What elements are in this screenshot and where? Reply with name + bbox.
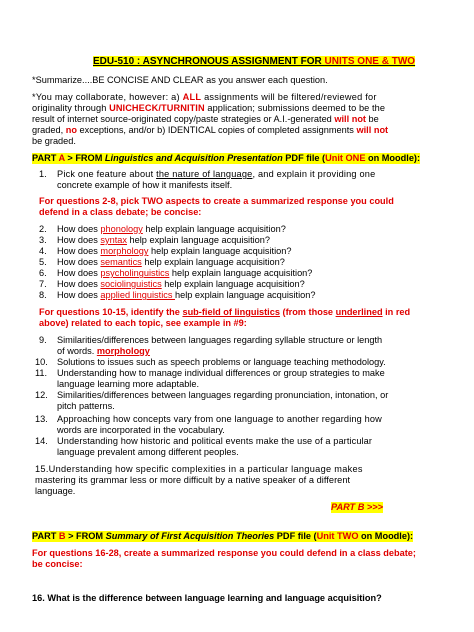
q13-line-1: Approaching how concepts vary from one language to another regarding how bbox=[57, 414, 382, 424]
q16-text: 16. What is the difference between language learning and language acquisition? bbox=[32, 593, 382, 603]
q5-text: How does semantics help explain language acquisition? bbox=[57, 257, 285, 267]
q3-text: How does syntax help explain language acquisition? bbox=[57, 235, 271, 245]
q10-line-1: Solutions to issues such as speech problems or language teaching methodology. bbox=[57, 357, 386, 367]
q5-number: 5. bbox=[39, 257, 47, 267]
q1-line-2: concrete example of how it manifests itself. bbox=[57, 180, 233, 190]
q10-number: 10. bbox=[35, 357, 48, 367]
part-b-link[interactable]: PART B >>> bbox=[331, 502, 383, 512]
q12-number: 12. bbox=[35, 390, 48, 400]
q11-line-1: Understanding how to manage individual differences or group strategies to make bbox=[57, 368, 385, 378]
q11-line-2: language learning more adaptable. bbox=[57, 379, 200, 389]
q1-line-1: Pick one feature about the nature of language, and explain it providing one bbox=[57, 169, 376, 179]
q3-number: 3. bbox=[39, 235, 47, 245]
q14-number: 14. bbox=[35, 436, 48, 446]
collab-line-2: originality through UNICHECK/TURNITIN application; submissions deemed to be the bbox=[32, 103, 386, 113]
q2-number: 2. bbox=[39, 224, 47, 234]
q13-line-2: words are incorporated in the vocabulary. bbox=[57, 425, 225, 435]
q8-number: 8. bbox=[39, 290, 47, 300]
page-title bbox=[93, 56, 415, 67]
q15-line-1: 15.Understanding how specific complexities in a particular language makes bbox=[35, 464, 363, 474]
q6-number: 6. bbox=[39, 268, 47, 278]
instruction-2-8-line-2: defend in a class debate; be concise: bbox=[39, 207, 202, 217]
instruction-2-8-line-1: For questions 2-8, pick TWO aspects to create a summarized response you could bbox=[39, 196, 394, 206]
q4-number: 4. bbox=[39, 246, 47, 256]
q8-text: How does applied linguistics help explain language acquisition? bbox=[57, 290, 316, 300]
q12-line-1: Similarities/differences between languages regarding pronunciation, intonation, or bbox=[57, 390, 389, 400]
collab-line-5: be graded. bbox=[32, 136, 76, 146]
q2-text: How does phonology help explain language acquisition? bbox=[57, 224, 286, 234]
q15-line-3: language. bbox=[35, 486, 76, 496]
q12-line-2: pitch patterns. bbox=[57, 401, 115, 411]
q14-line-1: Understanding how historic and political events make the use of a particular bbox=[57, 436, 373, 446]
q9-line-2: of words. morphology bbox=[57, 346, 150, 356]
part-a-heading: PART A > FROM Linguistics and Acquisition Presentation PDF file (Unit ONE on Moodle): bbox=[32, 153, 421, 163]
collab-line-3: result of internet source-originated copy/paste strategies or A.I.-generated will not be bbox=[32, 114, 379, 124]
title-main: EDU-510 : ASYNCHRONOUS ASSIGNMENT FOR bbox=[93, 56, 325, 67]
collab-line-1: *You may collaborate, however: a) ALL assignments will be filtered/reviewed for bbox=[32, 92, 377, 102]
summarize-instruction: *Summarize....BE CONCISE AND CLEAR as you answer each question. bbox=[32, 75, 328, 85]
q14-line-2: language prevalent among different peoples. bbox=[57, 447, 239, 457]
q7-number: 7. bbox=[39, 279, 47, 289]
title-units: UNITS ONE & TWO bbox=[324, 56, 416, 67]
q9-number: 9. bbox=[39, 335, 47, 345]
collab-line-4: graded, no exceptions, and/or b) IDENTICAL copies of completed assignments will not bbox=[32, 125, 389, 135]
q1-number: 1. bbox=[39, 169, 47, 179]
instruction-16-28-line-2: be concise: bbox=[32, 559, 83, 569]
part-b-heading: PART B > FROM Summary of First Acquisition Theories PDF file (Unit TWO on Moodle): bbox=[32, 531, 414, 541]
instruction-16-28-line-1: For questions 16-28, create a summarized response you could defend in a class debate; bbox=[32, 548, 416, 558]
q15-line-2: mastering its grammar less or more difficult by a native speaker of a different bbox=[35, 475, 351, 485]
q13-number: 13. bbox=[35, 414, 48, 424]
q4-text: How does morphology help explain language acquisition? bbox=[57, 246, 292, 256]
q9-line-1: Similarities/differences between languages regarding syllable structure or length bbox=[57, 335, 383, 345]
instruction-10-15-line-1: For questions 10-15, identify the sub-field of linguistics (from those underlined in red bbox=[39, 307, 411, 317]
q11-number: 11. bbox=[35, 368, 48, 378]
instruction-10-15-line-2: above) related to each topic, see example in #9: bbox=[39, 318, 247, 328]
q6-text: How does psycholinguistics help explain language acquisition? bbox=[57, 268, 313, 278]
q7-text: How does sociolinguistics help explain language acquisition? bbox=[57, 279, 305, 289]
